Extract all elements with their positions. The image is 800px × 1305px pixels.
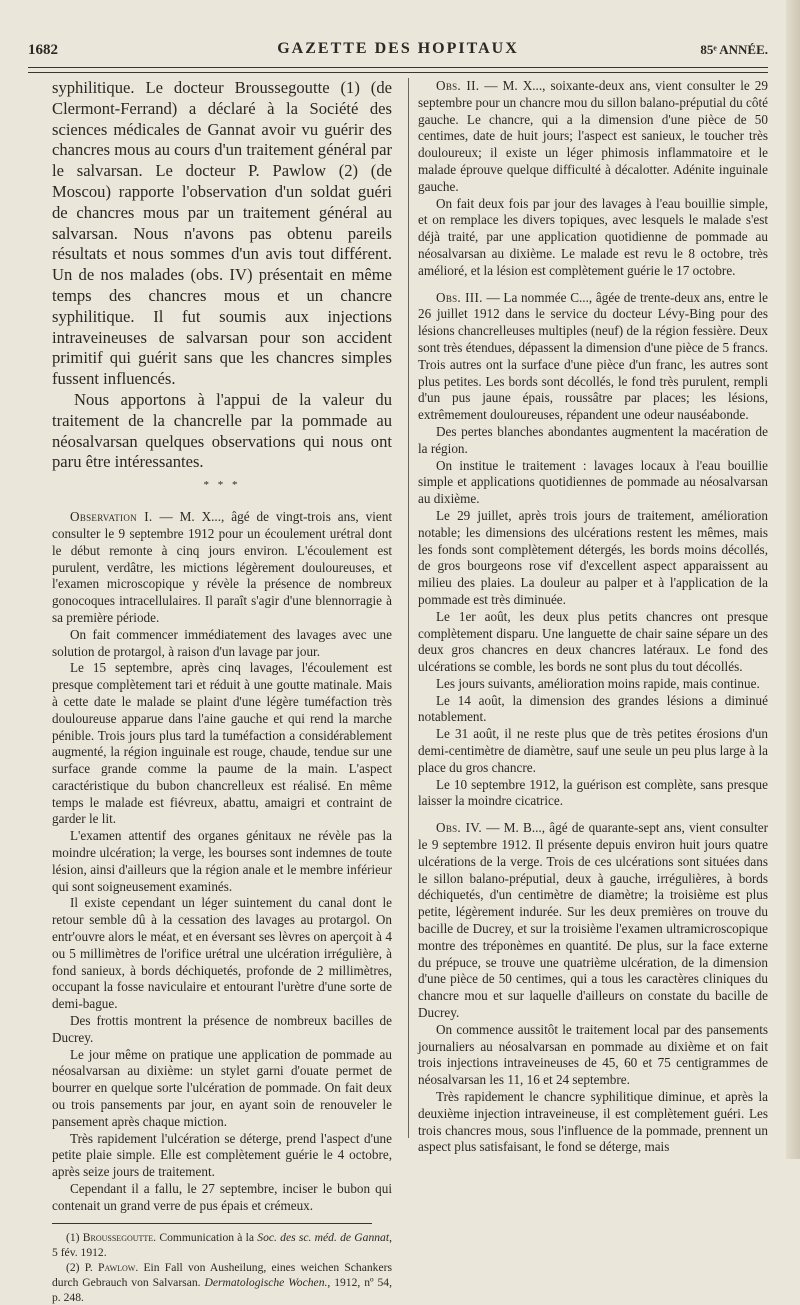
footnote-tail: , 5 fév. 1912. bbox=[52, 1230, 392, 1259]
obs-paragraph: Le 15 septembre, après cinq lavages, l'écoulement est presque complètement tari et réduit à une goutte matinale. Mais à cette date le malade se plaint d'une légère tuméfaction très douloureuse apparue dans l'aine gauche et qui rend la marche pénible. Trois jours plus tard la tuméfaction a considérablement augmenté, la région inguinale est rouge, chaude, tendue sur une surface grande comme la paume de la main. L'aspect caractéristique du bubon chancrelleux est réalisé. En même temps le malade est fiévreux, abattu, amaigri et contraint de garder le lit. bbox=[52, 660, 392, 827]
footnote-tail: , 1912, nº 54, p. 248. bbox=[52, 1275, 392, 1304]
obs-paragraph: Le 31 août, il ne reste plus que de très petites érosions d'un demi-centimètre de diamètre, sauf une seule un peu plus large à la place du gros chancre. bbox=[418, 726, 768, 775]
intro-paragraph: Nous apportons à l'appui de la valeur du traitement de la chancrelle par la pommade au néosalvarsan quelques observations qui nous ont paru être intéressantes. bbox=[52, 389, 392, 472]
footnote-number: (1) bbox=[66, 1230, 80, 1244]
obs-paragraph: Le 14 août, la dimension des grandes lésions a diminué notablement. bbox=[418, 692, 768, 725]
intro-paragraph: syphilitique. Le docteur Broussegoutte (1) (de Clermont-Ferrand) a déclaré à la Société des sciences médicales de Gannat avoir vu guérir des chancres mous au cours d'un traitement général par le salvarsan. Le docteur P. Pawlow (2) (de Moscou) rapporte l'observation d'un soldat guéri de chancres mous par un traitement général au salvarsan. Nous n'avons pas obtenu pareils résultats et nous sommes d'un avis tout différent. Un de nos malades (obs. IV) présentait en même temps des chancres mous et un chancre syphilitique. Il fut soumis aux injections intraveineuses de salvarsan pour son accident primitif qui guérit sans que les chancres simples fussent influencés. bbox=[52, 78, 392, 389]
obs-text: — M. X..., âgé de vingt-trois ans, vient consulter le 9 septembre 1912 pour un écoulement urétral dont le début remonte à cinq jours environ. L'écoulement est purulent, verdâtre, les mictions légèrement douloureuses, et l'examen microscopique y révèle la présence de nombreux gonocoques intracellulaires. Il paraît s'agir d'une blennorragie à sa première période. bbox=[52, 509, 392, 625]
footnote-number: (2) bbox=[66, 1260, 80, 1274]
obs-paragraph: Il existe cependant un léger suintement du canal dont le retour semble dû à la cessation des lavages au protargol. On entr'ouvre alors le méat, et en éversant ses lèvres on aperçoit à 4 ou 5 millimètres de l'orifice urétral une ulcération irrégulière, à fond sanieux, à bords déchiquetés, profonde de 2 millimètres, occupant la fosse naviculaire et entourant l'urètre d'une sorte de demi-bague. bbox=[52, 895, 392, 1012]
page-number: 1682 bbox=[28, 42, 58, 58]
journal-title: GAZETTE DES HOPITAUX bbox=[277, 40, 519, 57]
obs-paragraph bbox=[418, 820, 768, 1022]
left-column bbox=[52, 78, 392, 1305]
footnote-text: Ein Fall von Ausheilung, eines weichen Schankers durch Gebrauch von Salvarsan. bbox=[52, 1260, 392, 1289]
header-rule bbox=[28, 67, 768, 73]
obs-text: — La nommée C..., âgée de trente-deux ans, entre le 26 juillet 1912 dans le service du docteur Lévy-Bing pour des lésions chancrelleuses multiples (neuf) de la région fessière. Deux sont très étendues, dépassent la dimension d'une pièce de 5 francs. Trois autres ont la surface d'une pièce d'un franc, les autres sont plus petites. Les bords sont décollés, le fond très purulent, rempli d'un pus jaune épais, roussâtre par places; les lésions, extrêmement douloureuses, répandent une odeur nauséabonde. bbox=[418, 289, 768, 423]
observation-3 bbox=[418, 290, 768, 811]
obs-paragraph: Le 10 septembre 1912, la guérison est complète, sans presque laisser la moindre cicatrice. bbox=[418, 776, 768, 809]
obs-label: Obs. III. bbox=[436, 289, 483, 305]
footnote-author: Broussegoutte. bbox=[82, 1230, 157, 1244]
obs-label: Obs. II. bbox=[436, 78, 480, 93]
column-divider bbox=[408, 78, 409, 1138]
observation-1 bbox=[52, 509, 392, 1214]
obs-paragraph: Le jour même on pratique une application de pommade au néosalvarsan au dixième: un stylet garni d'ouate permet de bourrer en quelque sorte l'ulcération de pommade. On fait deux ou trois pansements par jour, en ayant soin de renouveler le pansement après chaque miction. bbox=[52, 1046, 392, 1129]
obs-paragraph: Cependant il a fallu, le 27 septembre, inciser le bubon qui contenait un grand verre de pus épais et crémeux. bbox=[52, 1181, 392, 1213]
obs-paragraph: On fait deux fois par jour des lavages à l'eau bouillie simple, et on remplace les divers topiques, avec lesquels le malade s'est déjà traité, par une application quotidienne de pommade au néosalvarsan au dixième. Le malade est revu le 8 octobre, très amélioré, et la lésion est complètement guérie le 17 octobre. bbox=[418, 195, 768, 278]
obs-paragraph: Le 1er août, les deux plus petits chancres ont presque complètement disparu. Une languette de chair saine sépare un des deux gros chancres en deux chancres latéraux. Le fond des ulcérations se comble, les bords ne sont plus du tout décollés. bbox=[418, 608, 768, 675]
footnotes bbox=[52, 1230, 392, 1305]
obs-label: Obs. IV. bbox=[436, 820, 483, 836]
footnote-source: Soc. des sc. méd. de Gannat bbox=[257, 1230, 390, 1244]
obs-paragraph: On fait commencer immédiatement des lavages avec une solution de protargol, à raison d'un lavage par jour. bbox=[52, 626, 392, 659]
obs-paragraph: On institue le traitement : lavages locaux à l'eau bouillie simple et applications quotidiennes de pommade au néosalvarsan au dixième. bbox=[418, 457, 768, 507]
observation-2 bbox=[418, 78, 768, 280]
year-label: 85ᵉ ANNÉE. bbox=[700, 42, 768, 57]
footnote-author: P. Pawlow. bbox=[84, 1260, 139, 1274]
obs-paragraph: Très rapidement l'ulcération se déterge, prend l'aspect d'une petite plaie simple. Elle est complètement guérie le 4 octobre, après seize jours de traitement. bbox=[52, 1130, 392, 1180]
footnote-source: Dermatologische Wochen. bbox=[204, 1275, 328, 1289]
obs-paragraph: Très rapidement le chancre syphilitique diminue, et après la deuxième injection intraveineuse, il est complètement guéri. Les trois chancres mous, sous l'influence de la pommade, prennent un aspect plus satisfaisant, le fond se déterge, mais bbox=[418, 1089, 768, 1155]
footnote bbox=[52, 1230, 392, 1260]
obs-paragraph: L'examen attentif des organes génitaux ne révèle pas la moindre ulcération; la verge, les bourses sont indemnes de toute lésion, ainsi d'ailleurs que la région anale et le membre inférieur qui sont soigneusement examinés. bbox=[52, 828, 392, 894]
footnote-rule bbox=[52, 1223, 372, 1224]
obs-label: Observation I. bbox=[70, 509, 153, 525]
right-column bbox=[418, 78, 768, 1156]
footnote bbox=[52, 1260, 392, 1305]
obs-paragraph: Des frottis montrent la présence de nombreux bacilles de Ducrey. bbox=[52, 1013, 392, 1045]
obs-text: — M. X..., soixante-deux ans, vient consulter le 29 septembre pour un chancre mou du sillon balano-préputial du côté gauche. Le chancre, qui a la dimension d'une pièce de 50 centimes, date de huit jours; l'aspect est sanieux, le toucher très douloureux; il existe un léger phimosis inflammatoire et le malade éprouve quelque difficulté à décalotter. Adénite inguinale gauche. bbox=[418, 78, 768, 194]
obs-paragraph bbox=[418, 78, 768, 196]
obs-paragraph: Les jours suivants, amélioration moins rapide, mais continue. bbox=[436, 675, 760, 691]
obs-paragraph: Le 29 juillet, après trois jours de traitement, amélioration notable; les dimensions des ulcérations restent les mêmes, mais les fonds sont complètement détergés, les bords moins décollés, de gros bourgeons rose vif d'excellent aspect apparaissent au milieu des plaies. La douleur au palper et à l'application de la pommade est très diminuée. bbox=[418, 507, 768, 607]
obs-paragraph bbox=[52, 509, 392, 627]
obs-paragraph: Des pertes blanches abondantes augmentent la macération de la région. bbox=[418, 423, 768, 456]
intro-section bbox=[52, 78, 392, 473]
observation-4 bbox=[418, 820, 768, 1156]
section-separator: * * * bbox=[203, 479, 241, 492]
page-header bbox=[28, 38, 768, 64]
obs-paragraph bbox=[418, 290, 768, 424]
footnote-text: Communication à la bbox=[156, 1230, 258, 1244]
page-edge-shadow bbox=[786, 0, 800, 1159]
obs-text: — M. B..., âgé de quarante-sept ans, vient consulter le 9 septembre 1912. Il présente depuis environ huit jours quatre ulcérations de la verge. Trois de ces ulcérations sont situées dans le sillon balano-préputial, deux à gauche, irrégulières, à bords déchiquetés, d'un centimètre de diamètre; la troisième est plus petite, légèrement indurée. Sur les deux premières on trouve du bacille de Ducrey, et sur la troisième l'examen ultramicroscopique montre des tréponèmes en quantité. De plus, sur la face externe du prépuce, se trouve une quatrième ulcération, de la dimension d'une pièce de 50 centimes, qui a tous les caractères cliniques du chancre mou et sur laquelle d'ailleurs on constate du bacille de Ducrey. bbox=[418, 820, 768, 1021]
obs-paragraph: On commence aussitôt le traitement local par des pansements journaliers au néosalvarsan en pommade au dixième et on fait trois injections intraveineuses de 45, 60 et 75 centigrammes de néosalvarsan les 11, 16 et 24 septembre. bbox=[418, 1021, 768, 1088]
